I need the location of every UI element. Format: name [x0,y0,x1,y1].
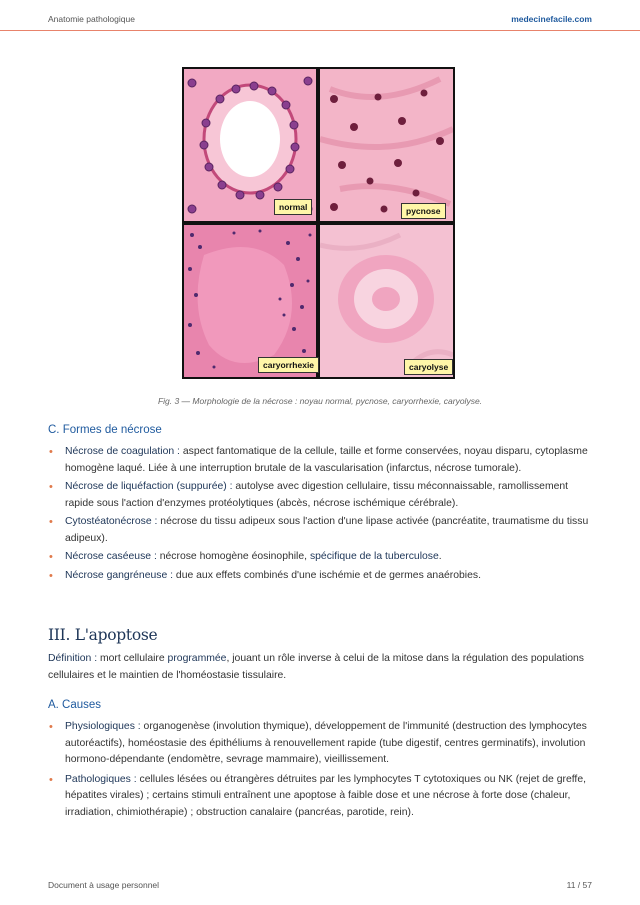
label-normal: normal [274,199,312,215]
header-site-name: medecinefacile.com [511,14,592,24]
panel-caryolyse [320,225,453,377]
causes-list [48,719,596,821]
definition-emphasis: programmée [167,653,227,664]
item-emphasis: spécifique de la tuberculose [309,551,439,562]
label-caryolyse: caryolyse [404,359,453,375]
list-item [48,514,596,547]
necrosis-forms-list [48,444,596,584]
header-section-title: Anatomie pathologique [48,14,135,24]
item-term: Physiologiques : [65,721,141,732]
necrosis-figure [182,67,455,379]
label-caryorrhexie: caryorrhexie [258,357,319,373]
section-heading-formes: C. Formes de nécrose [48,424,162,436]
item-text: nécrose homogène éosinophile, [156,551,310,562]
item-text: aspect fantomatique de la cellule, taille et forme conservées, noyau disparu, cytoplasme homogène laqué. Liée à une interruption brutale de la vascularisation (infarctus, nécrose tumorale). [65,446,588,474]
list-item [48,568,596,585]
page-number: 11 / 57 [566,880,592,890]
definition-text-end: , jouant un rôle inverse à celui de la mitose dans la régulation des populations cellulaires et le maintien de l'homéostasie tissulaire. [48,653,585,681]
item-term: Cytostéatonécrose : [65,516,158,527]
footer-note: Document à usage personnel [48,880,160,890]
list-item [48,549,596,566]
figure-caption: Fig. 3 — Morphologie de la nécrose : noyau normal, pycnose, caryorrhexie, caryolyse. [157,396,483,406]
apoptose-definition [48,651,596,684]
item-text: autolyse avec digestion cellulaire, tissu méconnaissable, ramollissement rapide sous l'action d'enzymes protéolytiques (abcès, nécrose ischémique cérébrale). [65,481,569,509]
label-pycnose: pycnose [401,203,446,219]
item-term: Nécrose de coagulation : [65,446,180,457]
header-divider [0,30,640,31]
panel-caryorrhexie [184,225,316,377]
item-text: nécrose du tissu adipeux sous l'action d'une lipase activée (pancréatite, traumatisme du tissu adipeux). [65,516,589,544]
list-item [48,444,596,477]
item-text: cellules lésées ou étrangères détruites par les lymphocytes T cytotoxiques ou NK (rejet de greffe, hépatites virales) ; certains stimuli entraînent une apoptose à faible dose et une nécrose à forte dose (chaleur, irradiation, chimiothérapie) ; obstruction canalaire (pancréas, parotide, rein). [65,773,586,818]
page-header [48,14,592,28]
list-item [48,479,596,512]
section-heading-causes: A. Causes [48,699,102,711]
definition-text: mort cellulaire [97,653,168,664]
item-term: Pathologiques : [65,773,137,785]
item-text: due aux effets combinés d'une ischémie et de germes anaérobies. [173,569,481,581]
list-item [48,719,596,769]
panel-pycnose [320,69,453,221]
item-term: Nécrose de liquéfaction (suppurée) : [65,481,233,492]
item-tail: . [438,551,442,562]
definition-label: Définition : [48,653,98,664]
list-item [48,772,596,822]
item-term: Nécrose gangréneuse : [65,569,174,581]
page-footer [48,880,592,890]
item-text: organogenèse (involution thymique), développement de l'immunité (destruction des lymphocytes autoréactifs), homéostasie des épithéliums à renouvellement rapide (tube digestif, centres germinatifs), involution hormono-dépendante (endomètre, sevrage mammaire), vieillissement. [65,721,587,765]
item-term: Nécrose caséeuse : [65,551,157,562]
chapter-heading-apoptose: III. L'apoptose [48,626,158,644]
